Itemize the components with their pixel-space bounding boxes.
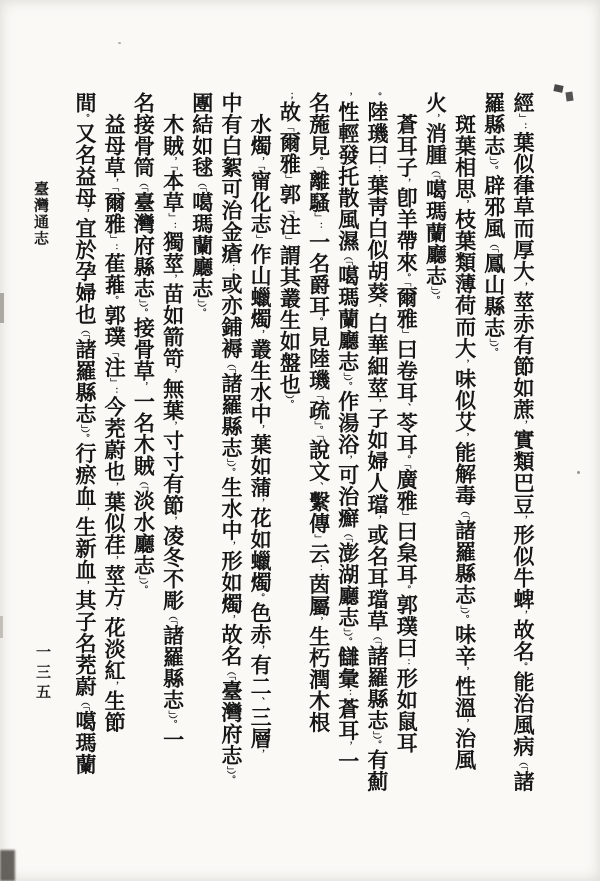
- text-column: ，性輕發托散風濕（「噶瑪蘭廳志」）。作湯浴，可治癬（「澎湖廳志」）。讎彙：蒼耳，一: [335, 92, 360, 772]
- scan-corner-blotch: [0, 850, 15, 881]
- ink-speck: [553, 84, 563, 93]
- text-column: 名接骨筒（「臺灣府縣志」）。接骨草，一名木賊（「淡水廳志」）。: [131, 92, 156, 594]
- main-text-block: [65, 92, 537, 840]
- ink-speck: [565, 92, 573, 102]
- text-column: 蒼耳子，卽羊帶來。「爾雅」曰卷耳、苓耳。「廣雅」曰枲耳。郭璞曰：形如鼠耳: [394, 92, 419, 754]
- page-number: 一三五: [34, 644, 50, 704]
- text-column: 水燭，「甯化志」作山蠟燭，叢生水中，葉如蒲，花如蠟燭。色赤，有二、三層，: [248, 92, 273, 758]
- dust-speck: [118, 42, 121, 44]
- text-column: 。陸璣曰：葉靑白似胡葵，白華細莖，子如婦人璫，或名耳璫草（「諸羅縣志」）。有薊: [364, 92, 389, 792]
- text-column: ；故「爾雅」郭「注」謂其叢生如盤也）。: [277, 92, 302, 409]
- book-title: 臺灣通志: [32, 181, 48, 247]
- text-column: 團結如毬（「噶瑪蘭廳志」）。: [189, 92, 214, 317]
- text-column: 斑葉相思，枝葉類薄荷而大，味似艾，能解毒（「諸羅縣志」）。味辛，性溫，治風: [452, 92, 477, 771]
- text-column: 經」：葉似葎草而厚大，莖赤有節如蔗，實類巴豆，形似牛蜱，故名。能治風病（「諸: [511, 92, 535, 792]
- dust-speck: [577, 471, 580, 474]
- text-column: 火，消腫（「噶瑪蘭廳志」）。: [423, 92, 448, 305]
- text-column: 間。又名益母，宜於孕婦也（「諸羅縣志」）。行瘀血，生新血，其子名茺蔚（「噶瑪蘭: [72, 92, 97, 775]
- text-column: 益母草，「爾雅」：萑蓷。郭璞「注」：今茺蔚也，葉似荏，莖方、花淡紅，生節: [102, 92, 127, 733]
- text-column: 羅縣志」）。辟邪風（「鳳山縣志」）。: [481, 92, 506, 357]
- text-column: 名葹見。「離騷」：一名爵耳。見陸璣「疏」。「說文、繫傳」云：茵屬，生朽潤木根: [306, 92, 331, 733]
- scan-edge-streak: [0, 293, 4, 323]
- text-column: 木賊，「本草」：獨莖，苗如箭笴，無葉，寸寸有節，凌冬不彫（「諸羅縣志」）。一: [160, 92, 185, 750]
- text-column: 中有白絮可治金瘡；或亦鋪褥（「諸羅縣志」）。生水中，形如燭，故名（「臺灣府志」）。: [218, 92, 243, 784]
- scan-edge-streak: [0, 616, 3, 638]
